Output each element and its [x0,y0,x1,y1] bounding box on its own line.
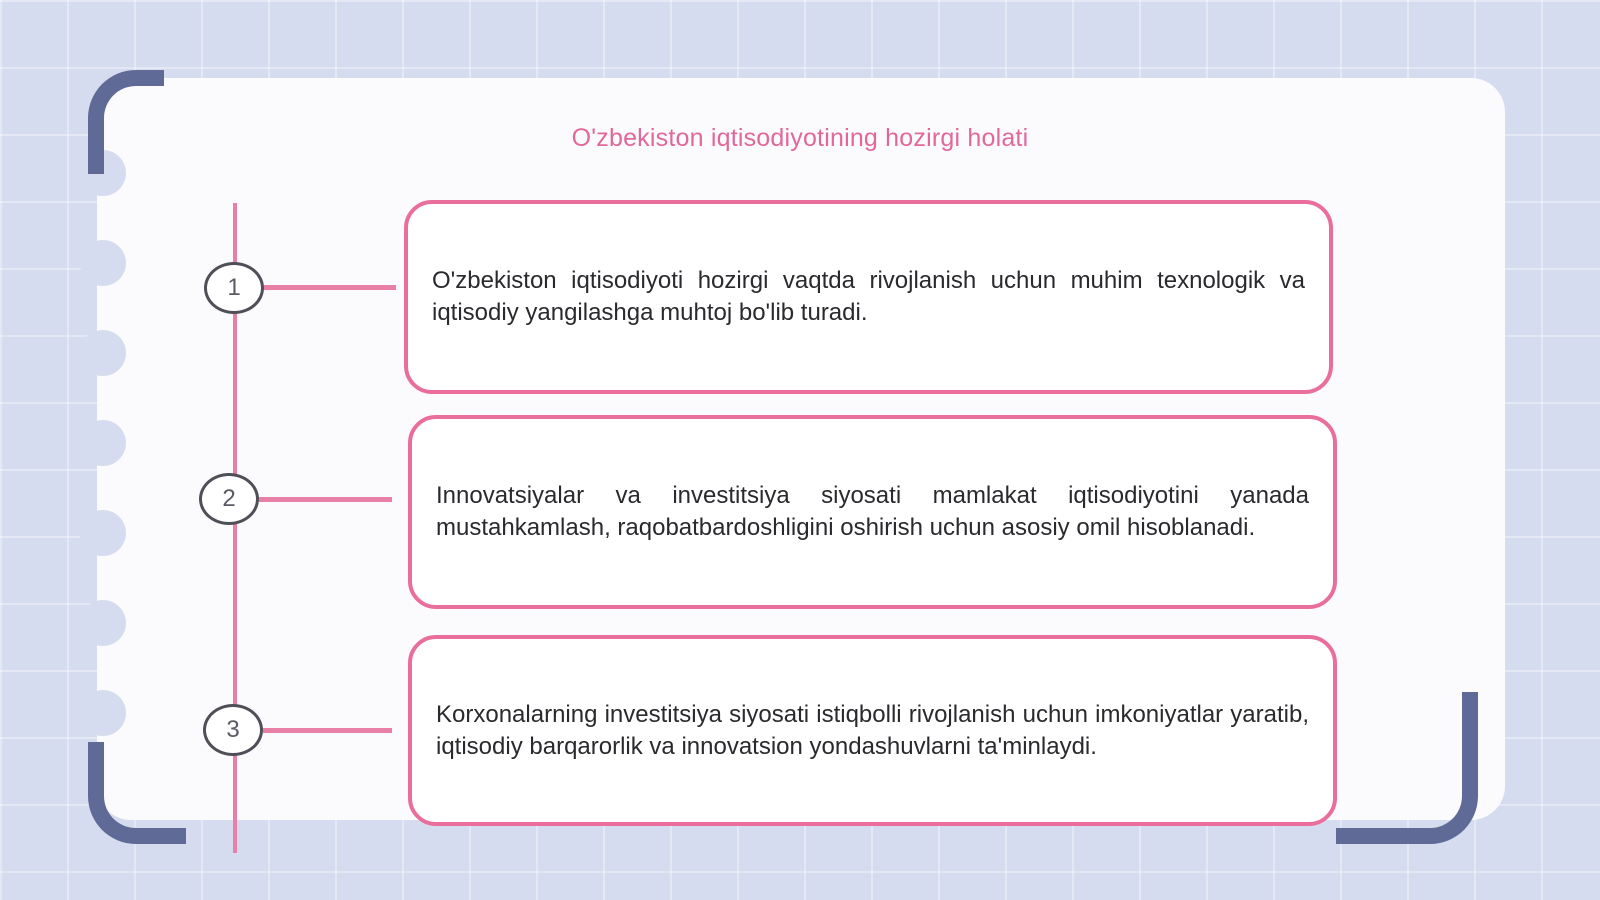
paper-notch [80,690,126,736]
step-connector-3 [263,728,392,733]
step-card-3 [408,635,1337,826]
step-card-1 [404,200,1333,394]
step-marker-2: 2 [199,473,259,525]
slide-title: O'zbekiston iqtisodiyotining hozirgi holati [571,124,1029,152]
step-card-2 [408,415,1337,609]
corner-bracket-bottom-right [1336,692,1478,844]
step-text-3: Korxonalarning investitsiya siyosati istiqbolli rivojlanish uchun imkoniyatlar yaratib, iqtisodiy barqarorlik va innovatsion yondashuvlarni ta'minlaydi. [436,700,1309,760]
paper-notch [80,510,126,556]
paper-notch [80,240,126,286]
step-marker-1: 1 [204,262,264,314]
corner-bracket-bottom-left [88,742,186,844]
paper-notch [80,330,126,376]
step-connector-2 [259,497,392,502]
step-text-1: O'zbekiston iqtisodiyoti hozirgi vaqtda rivojlanish uchun muhim texnologik va iqtisodiy yangilashga muhtoj bo'lib turadi. [432,267,1305,326]
step-text-2: Innovatsiyalar va investitsiya siyosati mamlakat iqtisodiyotini yanada mustahkamlash, raqobatbardoshligini oshirish uchun asosiy omil hisoblanadi. [436,482,1309,541]
step-marker-3: 3 [203,704,263,756]
paper-notch [80,600,126,646]
corner-bracket-top-left [88,70,164,174]
paper-notch [80,420,126,466]
step-connector-1 [264,285,396,290]
